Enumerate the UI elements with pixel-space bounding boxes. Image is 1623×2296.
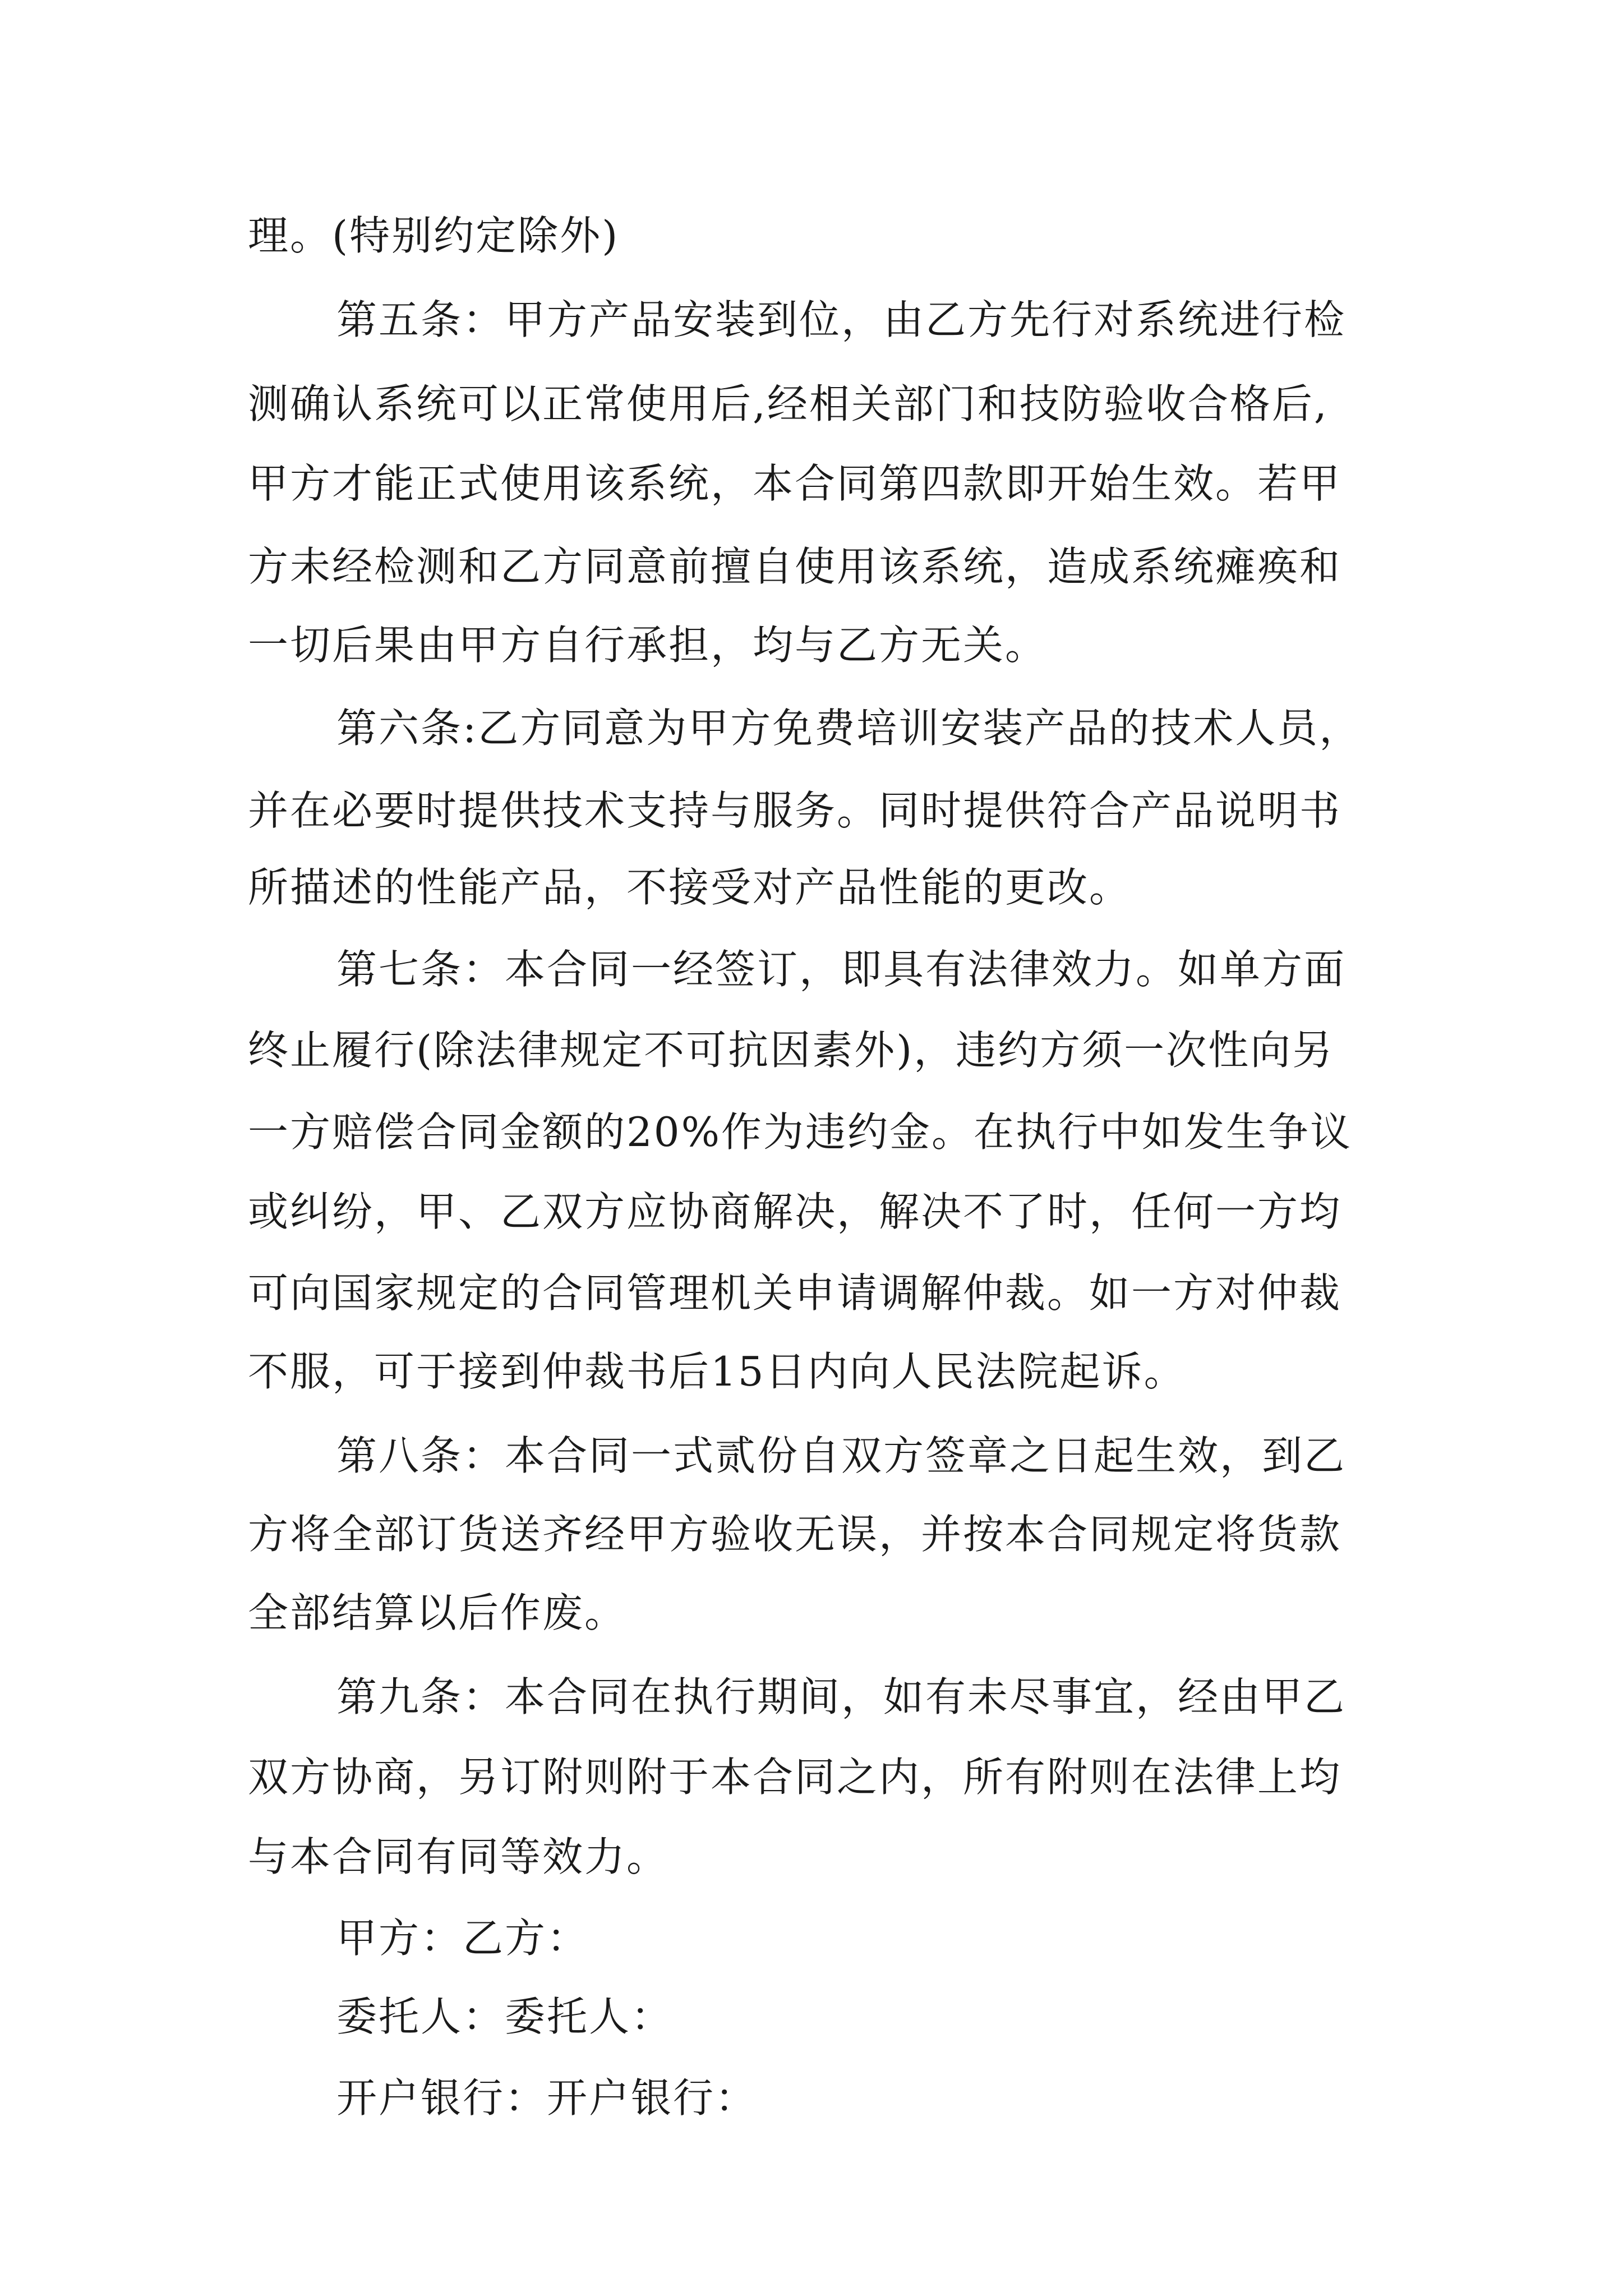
delegate-line: 委托人：委托人： bbox=[336, 1993, 674, 2040]
text-line-3: 测确认系统可以正常使用后,经相关部门和技防验收合格后, bbox=[248, 380, 1329, 427]
text-line-20: 双方协商，另订附则附于本合同之内，所有附则在法律上均 bbox=[248, 1754, 1342, 1801]
text-line-5: 方未经检测和乙方同意前擅自使用该系统，造成系统瘫痪和 bbox=[248, 543, 1342, 590]
text-line-6: 一切后果由甲方自行承担，均与乙方无关。 bbox=[248, 622, 1048, 669]
party-names-line: 甲方：乙方： bbox=[336, 1915, 589, 1962]
text-line-21: 与本合同有同等效力。 bbox=[248, 1833, 669, 1880]
bank-line: 开户银行：开户银行： bbox=[336, 2074, 758, 2122]
text-line-9: 所描述的性能产品，不接受对产品性能的更改。 bbox=[248, 864, 1132, 911]
text-line-14: 可向国家规定的合同管理机关申请调解仲裁。如一方对仲裁 bbox=[248, 1269, 1342, 1317]
text-line-19: 第九条：本合同在执行期间，如有未尽事宜，经由甲乙 bbox=[336, 1673, 1347, 1720]
text-line-13: 或纠纷，甲、乙双方应协商解决，解决不了时，任何一方均 bbox=[248, 1188, 1342, 1235]
text-line-11: 终止履行(除法律规定不可抗因素外)，违约方须一次性向另 bbox=[248, 1027, 1335, 1074]
text-line-8: 并在必要时提供技术支持与服务。同时提供符合产品说明书 bbox=[248, 787, 1342, 834]
text-line-4: 甲方才能正式使用该系统，本合同第四款即开始生效。若甲 bbox=[248, 460, 1342, 507]
text-line-7: 第六条:乙方同意为甲方免费培训安装产品的技术人员， bbox=[336, 705, 1362, 752]
text-line-10: 第七条：本合同一经签订，即具有法律效力。如单方面 bbox=[336, 946, 1347, 993]
text-line-1: 理。(特别约定除外) bbox=[248, 212, 620, 259]
text-line-15: 不服，可于接到仲裁书后15日内向人民法院起诉。 bbox=[248, 1348, 1186, 1395]
text-line-18: 全部结算以后作废。 bbox=[248, 1589, 627, 1636]
text-line-16: 第八条：本合同一式贰份自双方签章之日起生效，到乙 bbox=[336, 1432, 1347, 1479]
text-line-17: 方将全部订货送齐经甲方验收无误，并按本合同规定将货款 bbox=[248, 1511, 1342, 1558]
text-line-2: 第五条：甲方产品安装到位，由乙方先行对系统进行检 bbox=[336, 296, 1347, 343]
text-line-12: 一方赔偿合同金额的20%作为违约金。在执行中如发生争议 bbox=[248, 1108, 1353, 1156]
